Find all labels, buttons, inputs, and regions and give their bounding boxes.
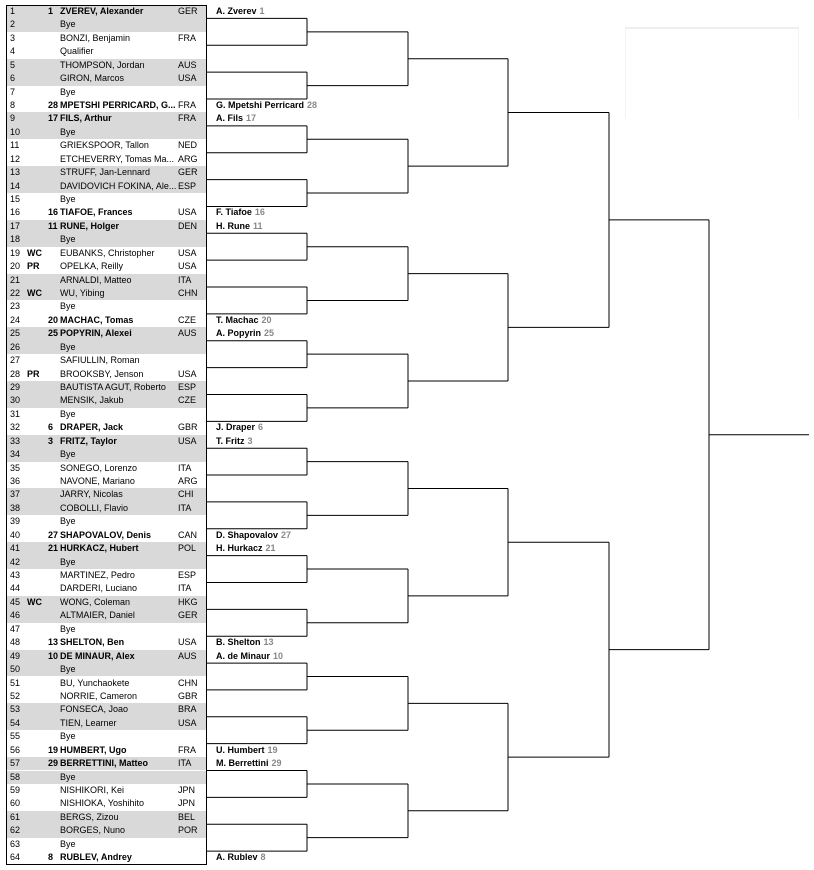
country-code: POL <box>178 543 197 554</box>
player-name: NISHIKORI, Kei <box>60 784 125 795</box>
draw-position: 42 <box>10 556 21 567</box>
country-code: FRA <box>178 32 196 43</box>
round2-seed: 8 <box>260 852 266 863</box>
draw-position: 33 <box>10 435 21 446</box>
country-code: FRA <box>178 113 196 124</box>
round2-seed: 19 <box>267 744 278 755</box>
draw-position: 49 <box>10 650 21 661</box>
country-code: CHN <box>178 677 198 688</box>
draw-position: 12 <box>10 153 21 164</box>
player-name: OPELKA, Reilly <box>60 261 124 272</box>
draw-position: 13 <box>10 167 21 178</box>
draw-position: 41 <box>10 543 21 554</box>
country-code: GBR <box>178 690 198 701</box>
player-name: NAVONE, Mariano <box>60 476 135 487</box>
player-name: Bye <box>60 771 76 782</box>
round2-seed: 3 <box>247 435 253 446</box>
seed-number: 27 <box>48 529 59 540</box>
country-code: ESP <box>178 570 197 581</box>
round2-player: A. Zverev <box>216 6 257 16</box>
round2-entry <box>216 758 282 768</box>
country-code: BRA <box>178 704 197 715</box>
seed-number: 29 <box>48 758 59 769</box>
draw-position: 43 <box>10 570 21 581</box>
round2-player: A. Popyrin <box>216 328 262 339</box>
country-code: BEL <box>178 811 196 822</box>
round2-entry <box>216 436 253 446</box>
round2-seed: 21 <box>265 543 276 554</box>
player-name: Bye <box>60 19 76 30</box>
player-name: DRAPER, Jack <box>60 422 124 433</box>
draw-position: 60 <box>10 798 21 809</box>
draw-position: 64 <box>10 852 21 863</box>
draw-position: 36 <box>10 476 21 487</box>
player-name: Bye <box>60 301 76 312</box>
draw-position: 44 <box>10 583 21 594</box>
country-code: CAN <box>178 529 198 540</box>
player-name: Bye <box>60 516 76 527</box>
draw-position: 27 <box>10 355 21 366</box>
draw-position: 11 <box>10 140 20 151</box>
country-code: AUS <box>178 59 197 70</box>
player-name: Bye <box>60 341 76 352</box>
draw-position: 18 <box>10 234 21 245</box>
draw-position: 3 <box>10 32 16 43</box>
draw-position: 34 <box>10 449 21 460</box>
draw-position: 50 <box>10 664 21 675</box>
player-name: WONG, Coleman <box>60 596 131 607</box>
player-name: HUMBERT, Ugo <box>60 744 127 755</box>
entry-tag: WC <box>27 247 42 258</box>
draw-position: 31 <box>10 408 21 419</box>
round2-seed: 20 <box>261 314 272 325</box>
country-code: FRA <box>178 744 196 755</box>
round2-entry <box>216 852 266 862</box>
country-code: GER <box>178 6 198 16</box>
player-name: WU, Yibing <box>60 288 105 299</box>
player-name: Bye <box>60 449 76 460</box>
player-name: Bye <box>60 234 76 245</box>
player-name: TIAFOE, Frances <box>60 207 133 218</box>
round2-entry <box>216 651 283 661</box>
player-name: BAUTISTA AGUT, Roberto <box>60 382 166 393</box>
draw-position: 22 <box>10 288 21 299</box>
draw-position: 54 <box>10 717 21 728</box>
player-name: NISHIOKA, Yoshihito <box>60 798 145 809</box>
draw-position: 40 <box>10 529 21 540</box>
seed-number: 16 <box>48 207 59 218</box>
round2-seed: 25 <box>264 328 275 339</box>
round2-player: G. Mpetshi Perricard <box>216 100 305 110</box>
player-name: Bye <box>60 838 76 849</box>
draw-position: 21 <box>10 274 21 285</box>
country-code: ITA <box>178 502 192 513</box>
country-code: NED <box>178 140 198 151</box>
draw-position: 4 <box>10 46 16 57</box>
round2-entry <box>216 745 278 755</box>
draw-position: 9 <box>10 113 16 124</box>
seed-number: 6 <box>48 422 54 433</box>
country-code: ITA <box>178 758 192 769</box>
player-name: Bye <box>60 664 76 675</box>
round2-player: A. de Minaur <box>216 650 271 661</box>
round2-entry <box>216 221 263 231</box>
draw-position: 48 <box>10 637 21 648</box>
player-name: MPETSHI PERRICARD, G... <box>60 100 176 110</box>
round2-seed: 11 <box>253 220 263 231</box>
country-code: CHN <box>178 288 198 299</box>
player-name: Qualifier <box>60 46 94 57</box>
country-code: GBR <box>178 422 198 433</box>
round2-seed: 1 <box>259 6 265 16</box>
country-code: ESP <box>178 382 197 393</box>
player-name: MENSIK, Jakub <box>60 395 124 406</box>
player-name: DE MINAUR, Alex <box>60 650 135 661</box>
draw-position: 53 <box>10 704 21 715</box>
player-name: Bye <box>60 126 76 137</box>
draw-position: 2 <box>10 19 16 30</box>
round2-entry <box>216 315 272 325</box>
player-name: THOMPSON, Jordan <box>60 59 145 70</box>
draw-position: 45 <box>10 596 21 607</box>
draw-position: 5 <box>10 59 16 70</box>
round2-player: B. Shelton <box>216 637 261 648</box>
country-code: USA <box>178 717 197 728</box>
draw-position: 62 <box>10 825 21 836</box>
seed-number: 3 <box>48 435 54 446</box>
entry-tag: WC <box>27 288 42 299</box>
draw-position: 37 <box>10 489 21 500</box>
player-name: ZVEREV, Alexander <box>60 6 144 16</box>
player-name: FRITZ, Taylor <box>60 435 117 446</box>
player-name: Bye <box>60 86 76 97</box>
country-code: ESP <box>178 180 197 191</box>
country-code: FRA <box>178 100 196 110</box>
country-code: CZE <box>178 314 196 325</box>
draw-position: 28 <box>10 368 21 379</box>
draw-position: 15 <box>10 194 21 205</box>
country-code: USA <box>178 368 197 379</box>
draw-position: 63 <box>10 838 21 849</box>
round2-player: H. Hurkacz <box>216 543 263 554</box>
draw-position: 32 <box>10 422 21 433</box>
country-code: HKG <box>178 596 198 607</box>
round2-player: M. Berrettini <box>216 758 269 769</box>
draw-position: 20 <box>10 261 21 272</box>
draw-position: 1 <box>10 6 16 16</box>
player-name: SHAPOVALOV, Denis <box>60 529 152 540</box>
draw-position: 57 <box>10 758 21 769</box>
country-code: AUS <box>178 650 197 661</box>
draw-position: 8 <box>10 100 16 110</box>
round2-entry <box>216 530 291 540</box>
player-name: RUNE, Holger <box>60 220 120 231</box>
country-code: JPN <box>178 784 196 795</box>
player-name: FONSECA, Joao <box>60 704 129 715</box>
player-name: ETCHEVERRY, Tomas Ma... <box>60 153 175 164</box>
entry-tag: WC <box>27 596 42 607</box>
country-code: ITA <box>178 583 192 594</box>
round2-entry <box>216 543 276 553</box>
player-name: EUBANKS, Christopher <box>60 247 155 258</box>
draw-position: 10 <box>10 126 21 137</box>
draw-position: 46 <box>10 610 21 621</box>
player-name: BONZI, Benjamin <box>60 32 131 43</box>
seed-number: 19 <box>48 744 59 755</box>
round2-player: A. Fils <box>216 113 244 124</box>
draw-position: 55 <box>10 731 21 742</box>
draw-position: 58 <box>10 771 21 782</box>
player-name: ARNALDI, Matteo <box>60 274 132 285</box>
player-name: BROOKSBY, Jenson <box>60 368 144 379</box>
country-code: USA <box>178 247 197 258</box>
country-code: GER <box>178 167 198 178</box>
country-code: ARG <box>178 153 198 164</box>
seed-number: 11 <box>48 220 58 231</box>
player-name: DARDERI, Luciano <box>60 583 138 594</box>
round2-seed: 27 <box>281 529 292 540</box>
round2-entry <box>216 328 274 338</box>
country-code: JPN <box>178 798 196 809</box>
player-name: HURKACZ, Hubert <box>60 543 139 554</box>
country-code: AUS <box>178 328 197 339</box>
round2-entry <box>216 6 265 16</box>
round2-entry <box>216 637 274 647</box>
player-name: Bye <box>60 623 76 634</box>
draw-position: 6 <box>10 73 16 84</box>
draw-position: 59 <box>10 784 21 795</box>
draw-position: 35 <box>10 462 21 473</box>
draw-position: 56 <box>10 744 21 755</box>
player-name: BU, Yunchaokete <box>60 677 130 688</box>
seed-number: 21 <box>48 543 59 554</box>
player-name: POPYRIN, Alexei <box>60 328 132 339</box>
draw-position: 19 <box>10 247 21 258</box>
round2-player: D. Shapovalov <box>216 529 279 540</box>
round2-player: U. Humbert <box>216 744 265 755</box>
country-code: USA <box>178 261 197 272</box>
draw-position: 16 <box>10 207 21 218</box>
draw-position: 38 <box>10 502 21 513</box>
round2-seed: 6 <box>258 422 264 433</box>
player-name: FILS, Arthur <box>60 113 112 124</box>
draw-position: 29 <box>10 382 21 393</box>
player-name: ALTMAIER, Daniel <box>60 610 135 621</box>
draw-position: 25 <box>10 328 21 339</box>
round2-seed: 28 <box>307 100 318 110</box>
country-code: DEN <box>178 220 198 231</box>
round2-entry <box>216 207 265 217</box>
draw-position: 51 <box>10 677 21 688</box>
draw-position: 14 <box>10 180 21 191</box>
entry-tag: PR <box>27 368 40 379</box>
country-code: GER <box>178 610 198 621</box>
player-name: SHELTON, Ben <box>60 637 125 648</box>
player-name: SAFIULLIN, Roman <box>60 355 140 366</box>
country-code: USA <box>178 637 197 648</box>
round2-entry <box>216 422 263 432</box>
draw-position: 7 <box>10 86 16 97</box>
country-code: POR <box>178 825 198 836</box>
draw-position: 61 <box>10 811 21 822</box>
country-code: CHI <box>178 489 194 500</box>
player-name: NORRIE, Cameron <box>60 690 138 701</box>
round2-player: T. Machac <box>216 314 259 325</box>
player-name: GRIEKSPOOR, Tallon <box>60 140 149 151</box>
round2-seed: 29 <box>271 758 282 769</box>
round2-player: A. Rublev <box>216 852 258 863</box>
round2-seed: 10 <box>273 650 284 661</box>
draw-position: 17 <box>10 220 21 231</box>
seed-number: 10 <box>48 650 59 661</box>
draw-position: 23 <box>10 301 21 312</box>
player-name: GIRON, Marcos <box>60 73 125 84</box>
player-name: BERGS, Zizou <box>60 811 119 822</box>
round2-player: J. Draper <box>216 422 256 433</box>
round2-entry <box>216 100 317 110</box>
player-name: STRUFF, Jan-Lennard <box>60 167 151 178</box>
player-name: BORGES, Nuno <box>60 825 126 836</box>
player-name: Bye <box>60 556 76 567</box>
seed-number: 28 <box>48 100 59 110</box>
draw-position: 30 <box>10 395 21 406</box>
player-name: SONEGO, Lorenzo <box>60 462 138 473</box>
round2-player: F. Tiafoe <box>216 207 252 218</box>
player-name: MACHAC, Tomas <box>60 314 134 325</box>
player-name: RUBLEV, Andrey <box>60 852 132 863</box>
country-code: ARG <box>178 476 198 487</box>
round2-player: T. Fritz <box>216 435 245 446</box>
draw-position: 26 <box>10 341 21 352</box>
draw-position: 39 <box>10 516 21 527</box>
round2-seed: 13 <box>263 637 274 648</box>
round2-player: H. Rune <box>216 220 251 231</box>
player-name: COBOLLI, Flavio <box>60 502 129 513</box>
draw-position: 47 <box>10 623 21 634</box>
round2-seed: 16 <box>254 207 265 218</box>
player-name: DAVIDOVICH FOKINA, Ale... <box>60 180 177 191</box>
player-name: MARTINEZ, Pedro <box>60 570 135 581</box>
seed-number: 8 <box>48 852 54 863</box>
round2-entry <box>216 113 256 123</box>
draw-position: 24 <box>10 314 21 325</box>
seed-number: 17 <box>48 113 59 124</box>
player-name: Bye <box>60 731 76 742</box>
draw-position: 52 <box>10 690 21 701</box>
player-name: BERRETTINI, Matteo <box>60 758 149 769</box>
seed-number: 1 <box>48 6 54 16</box>
country-code: CZE <box>178 395 196 406</box>
player-name: JARRY, Nicolas <box>60 489 123 500</box>
country-code: USA <box>178 207 197 218</box>
country-code: USA <box>178 73 197 84</box>
seed-number: 20 <box>48 314 59 325</box>
player-name: Bye <box>60 408 76 419</box>
country-code: ITA <box>178 462 192 473</box>
country-code: USA <box>178 435 197 446</box>
round2-seed: 17 <box>246 113 257 124</box>
seed-number: 13 <box>48 637 59 648</box>
player-name: TIEN, Learner <box>60 717 117 728</box>
player-name: Bye <box>60 194 76 205</box>
country-code: ITA <box>178 274 192 285</box>
seed-number: 25 <box>48 328 59 339</box>
entry-tag: PR <box>27 261 40 272</box>
